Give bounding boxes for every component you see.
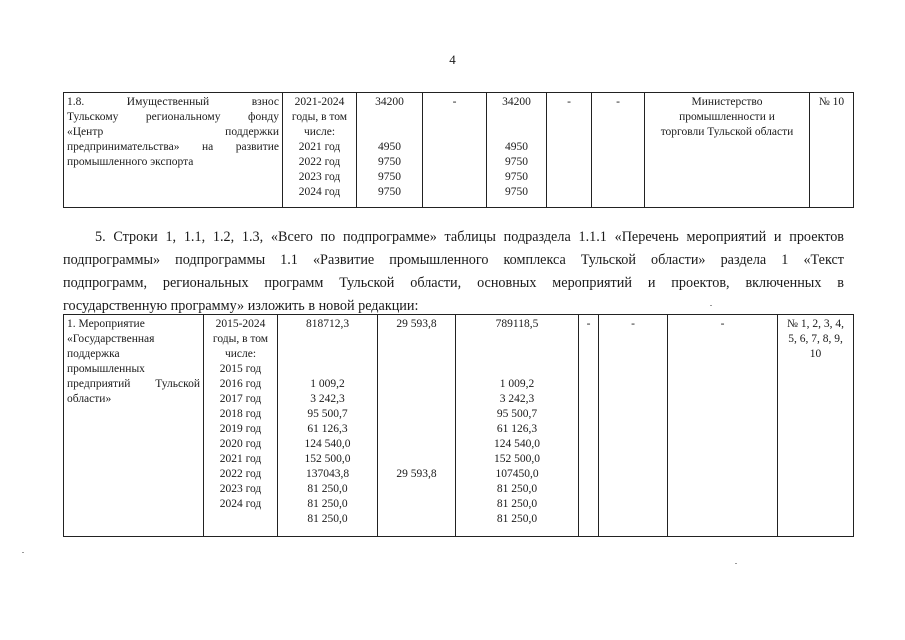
executor-line: Министерство xyxy=(691,96,763,108)
executor-line: промышленности и xyxy=(679,111,775,123)
amendment-paragraph xyxy=(63,226,844,318)
name-line: «Государственная xyxy=(67,333,155,345)
period-line: 2024 год xyxy=(219,498,262,510)
dash: - xyxy=(452,96,457,108)
value: 81 250,0 xyxy=(307,498,348,510)
name-line: области» xyxy=(67,393,112,405)
value: 9750 xyxy=(378,156,401,168)
value: 3 242,3 xyxy=(499,393,535,405)
value: 152 500,0 xyxy=(304,453,351,465)
value: 1 009,2 xyxy=(310,378,345,390)
period-line: числе: xyxy=(303,126,336,138)
text-word: на xyxy=(201,141,214,153)
period-cell xyxy=(204,315,278,537)
value: 29 593,8 xyxy=(396,318,437,330)
scan-speck xyxy=(735,563,737,564)
col6-cell xyxy=(599,315,668,537)
table-measure-1 xyxy=(63,314,854,537)
period-line: 2021 год xyxy=(219,453,262,465)
paragraph-line: подпрограммы» подпрограммы 1.1 «Развитие промышленного комплекса Тульской области» раздела 1 «Текст xyxy=(63,252,844,268)
period-line: числе: xyxy=(224,348,257,360)
value: 34200 xyxy=(375,96,404,108)
indicator-line: № 1, 2, 3, 4, xyxy=(787,318,844,330)
executor-cell xyxy=(645,93,810,208)
value: 81 250,0 xyxy=(307,513,348,525)
table-measure-1-8 xyxy=(63,92,854,208)
scan-speck xyxy=(22,552,24,553)
text-word: промышленного экспорта xyxy=(67,156,194,168)
dash: - xyxy=(586,318,591,330)
table-row xyxy=(64,93,854,208)
value: 789118,5 xyxy=(495,318,539,330)
value: 9750 xyxy=(378,171,401,183)
text-word: предпринимательства» xyxy=(67,141,180,153)
federal-cell xyxy=(378,315,456,537)
period-line: 2021-2024 xyxy=(294,96,345,108)
dash: - xyxy=(567,96,571,108)
value: 95 500,7 xyxy=(307,408,348,420)
value: 9750 xyxy=(505,156,528,168)
dash: - xyxy=(616,96,620,108)
name-line: 1. Мероприятие xyxy=(67,318,145,330)
paragraph-line: подпрограмм, региональных программ Тульской области, основных мероприятий и проектов, включенных в xyxy=(63,275,844,291)
period-line: 2016 год xyxy=(219,378,262,390)
period-line: годы, в том xyxy=(212,333,269,345)
period-line: 2024 год xyxy=(298,186,341,198)
value: 124 540,0 xyxy=(494,438,540,450)
period-line: 2018 год xyxy=(219,408,262,420)
indicator-cell xyxy=(810,93,854,208)
value: 4950 xyxy=(378,141,401,153)
regional-cell xyxy=(456,315,579,537)
text-word: региональному xyxy=(145,111,221,123)
period-line: 2021 год xyxy=(298,141,341,153)
text-word: развитие xyxy=(235,141,279,153)
executor-line: торговли Тульской области xyxy=(660,126,794,138)
executor-cell xyxy=(668,315,778,537)
period-line: 2022 год xyxy=(298,156,341,168)
value: 81 250,0 xyxy=(496,513,538,525)
col6-cell xyxy=(592,93,645,208)
dash: - xyxy=(631,318,635,330)
period-line: 2017 год xyxy=(219,393,262,405)
value: 61 126,3 xyxy=(307,423,348,435)
text-word: Тульскому xyxy=(67,111,119,123)
period-line: 2020 год xyxy=(219,438,262,450)
value: 152 500,0 xyxy=(494,453,540,465)
col5-cell xyxy=(547,93,592,208)
value: 818712,3 xyxy=(305,318,350,330)
value: 9750 xyxy=(378,186,401,198)
value: 3 242,3 xyxy=(310,393,345,405)
total-cell xyxy=(357,93,423,208)
value: 95 500,7 xyxy=(496,408,538,420)
col4-cell xyxy=(487,93,547,208)
paragraph-line: государственную программу» изложить в новой редакции: xyxy=(63,298,419,314)
measure-name-cell xyxy=(64,315,204,537)
value: 81 250,0 xyxy=(307,483,348,495)
measure-name-cell xyxy=(64,93,283,208)
text-word: Имущественный xyxy=(126,96,210,108)
dash: - xyxy=(720,318,725,330)
text-word: фонду xyxy=(248,111,279,123)
indicator: № 10 xyxy=(818,96,845,108)
value: 29 593,8 xyxy=(396,468,437,480)
indicator-cell xyxy=(778,315,854,537)
value: 61 126,3 xyxy=(496,423,538,435)
name-line: промышленных xyxy=(67,363,145,375)
indicator-line: 5, 6, 7, 8, 9, xyxy=(788,333,843,345)
period-line: 2015-2024 xyxy=(215,318,266,330)
name-word: Тульской xyxy=(155,378,200,390)
value: 81 250,0 xyxy=(496,483,538,495)
col5-cell xyxy=(579,315,599,537)
measure-number: 1.8. xyxy=(67,96,85,108)
value: 9750 xyxy=(505,171,528,183)
name-line: поддержка xyxy=(67,348,120,360)
value: 1 009,2 xyxy=(499,378,535,390)
period-line: годы, в том xyxy=(291,111,348,123)
text-word: поддержки xyxy=(225,126,279,138)
value: 81 250,0 xyxy=(496,498,538,510)
value: 9750 xyxy=(505,186,528,198)
page-number: 4 xyxy=(449,52,456,67)
period-line: 2019 год xyxy=(219,423,262,435)
name-word: предприятий xyxy=(67,378,131,390)
period-line: 2023 год xyxy=(219,483,262,495)
value: 137043,8 xyxy=(305,468,350,480)
value: 34200 xyxy=(502,96,531,108)
period-line: 2022 год xyxy=(219,468,262,480)
indicator-line: 10 xyxy=(809,348,822,360)
period-line: 2023 год xyxy=(298,171,341,183)
scan-speck xyxy=(710,305,712,306)
period-cell xyxy=(283,93,357,208)
col3-cell xyxy=(423,93,487,208)
text-word: «Центр xyxy=(67,126,104,138)
table-row xyxy=(64,315,854,537)
paragraph-line: 5. Строки 1, 1.1, 1.2, 1.3, «Всего по подпрограмме» таблицы подраздела 1.1.1 «Перечень мероприятий и проектов xyxy=(95,229,844,245)
total-cell xyxy=(278,315,378,537)
text-word: взнос xyxy=(251,96,279,108)
value: 4950 xyxy=(505,141,528,153)
value: 124 540,0 xyxy=(304,438,351,450)
period-line: 2015 год xyxy=(219,363,262,375)
value: 107450,0 xyxy=(495,468,539,480)
